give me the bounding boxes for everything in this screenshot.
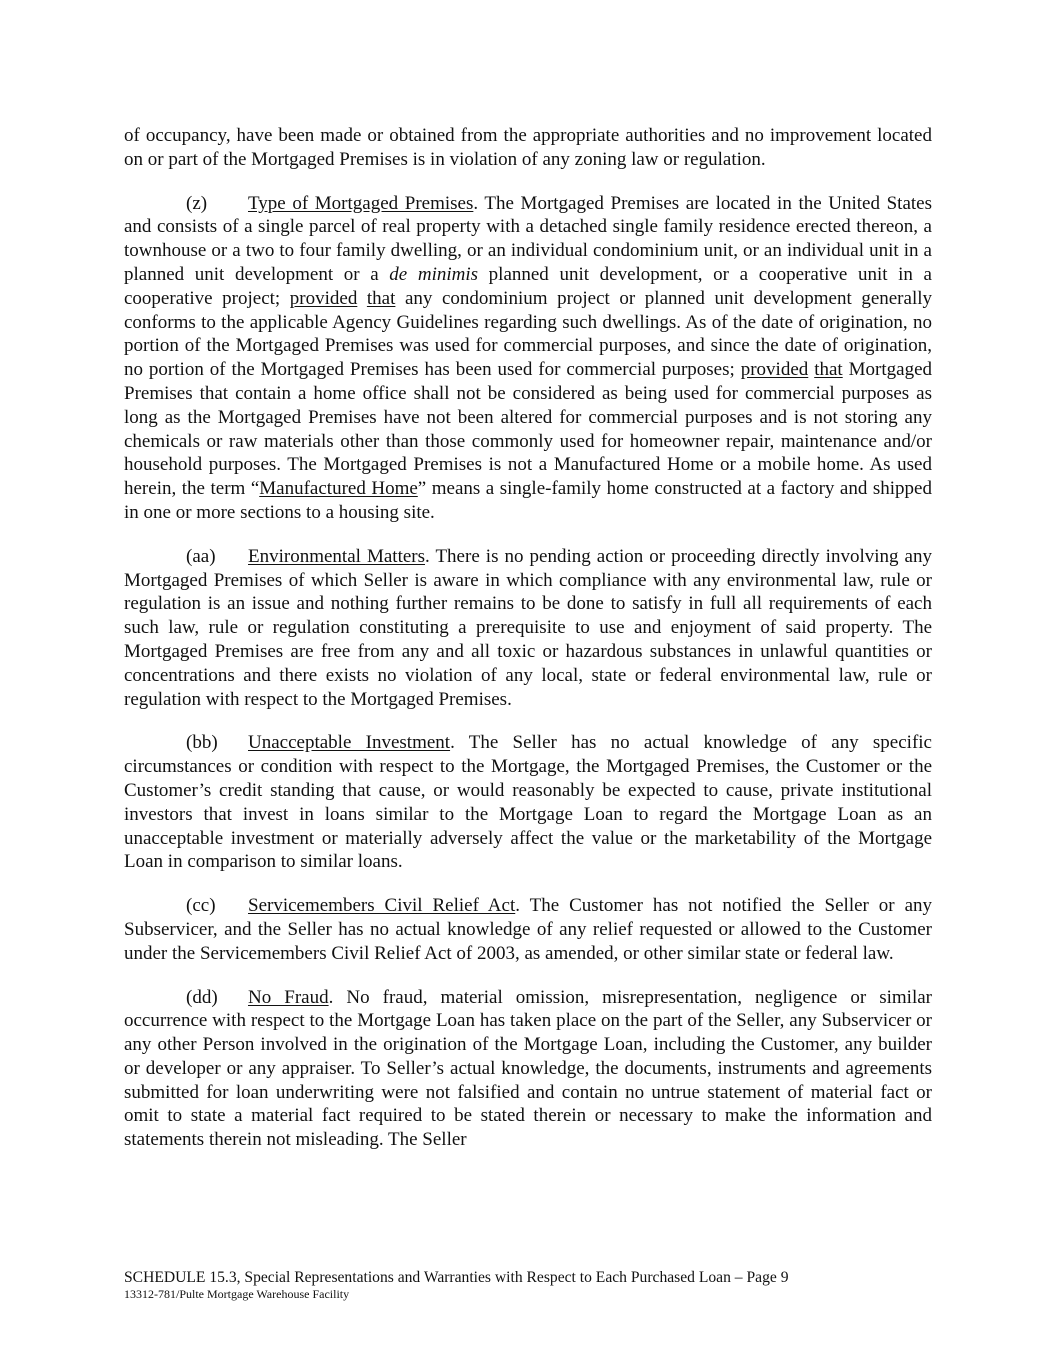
footer-title: SCHEDULE 15.3, Special Representations and Warranties with Respect to Each Purchased Loan – Page 9: [124, 1269, 789, 1286]
proviso-that: that: [366, 287, 396, 309]
intro-paragraph: [124, 124, 932, 172]
section-text: Mortgaged Premises that contain a home office shall not be considered as being used for commercial purposes as long as the Mortgaged Premises have not been altered for commercial purposes and is not storing any chemicals or raw materials other than those commonly used for homeowner repair, maintenance and/or household purposes. The Mortgaged Premises is not a Manufactured Home or a mobile home. As used herein, the term “: [124, 359, 932, 500]
section-number: (z): [186, 192, 208, 214]
section-text: ” means a single-family home constructed at a factory and shipped in one or more sections to a housing site.: [124, 478, 932, 523]
section-text: planned unit development, or a cooperative unit in a cooperative project;: [124, 263, 932, 309]
proviso-that: that: [814, 359, 843, 381]
footer-docref: 13312-781/Pulte Mortgage Warehouse Facility: [124, 1287, 350, 1301]
section-heading: Servicemembers Civil Relief Act: [248, 895, 516, 917]
section-dd: [124, 986, 932, 1153]
section-cc: [124, 894, 932, 965]
section-number: (dd): [186, 986, 218, 1008]
section-text: . The Customer has not notified the Seller or any Subservicer, and the Seller has no actual knowledge of any relief requested or allowed to the Customer under the Servicemembers Civil Relief Act of 2003, as amended, or other similar state or federal law.: [124, 895, 932, 964]
section-number: (aa): [186, 545, 216, 567]
defined-term: Manufactured Home: [259, 478, 418, 500]
section-bb: [124, 731, 932, 874]
section-aa: [124, 545, 932, 712]
section-text: . No fraud, material omission, misrepresentation, negligence or similar occurrence with respect to the Mortgage Loan has taken place on the part of the Seller, any Subservicer or any other Person involved in the origination of the Mortgage Loan, including the Customer, any builder or developer or any appraiser. To Seller’s actual knowledge, the documents, instruments and agreements submitted for loan underwriting were not falsified and contain no untrue statement of material fact or omit to state a material fact required to be stated therein or necessary to make the information and statements therein not misleading. The Seller: [124, 986, 932, 1151]
section-heading: Environmental Matters: [248, 545, 425, 567]
proviso-provided: provided: [289, 287, 358, 309]
italic-term: de minimis: [389, 263, 479, 285]
section-number: (bb): [186, 732, 218, 754]
document-page: [124, 124, 932, 1152]
proviso-provided: provided: [740, 359, 809, 381]
section-heading: Type of Mortgaged Premises: [248, 192, 474, 214]
section-text: . There is no pending action or proceeding directly involving any Mortgaged Premises of which Seller is aware in which compliance with any environmental law, rule or regulation is an issue and nothing further remains to be done to satisfy in full all requirements of each such law, rule or regulation constituting a prerequisite to use and enjoyment of said property. The Mortgaged Premises are free from any and all toxic or hazardous substances in unlawful quantities or concentrations and there exists no violation of any local, state or federal environmental law, rule or regulation with respect to the Mortgaged Premises.: [124, 545, 932, 710]
section-number: (cc): [186, 895, 216, 917]
page-footer: [124, 1268, 944, 1302]
section-heading: No Fraud: [248, 986, 329, 1008]
section-heading: Unacceptable Investment: [248, 732, 451, 754]
section-text: . The Mortgaged Premises are located in the United States and consists of a single parcel of real property with a detached single family residence erected thereon, a townhouse or a two to four family dwelling, or an individual condominium unit, or an individual unit in a planned unit development or a: [124, 192, 932, 285]
intro-text: of occupancy, have been made or obtained from the appropriate authorities and no improvement located on or part of the Mortgaged Premises is in violation of any zoning law or regulation.: [124, 125, 932, 170]
section-text: . The Seller has no actual knowledge of any specific circumstances or condition with respect to the Mortgage, the Mortgaged Premises, the Customer or the Customer’s credit standing that cause, or would reasonably be expected to cause, private institutional investors that invest in loans similar to the Mortgage Loan to regard the Mortgage Loan as an unacceptable investment or materially adversely affect the value or the marketability of the Mortgage Loan in comparison to similar loans.: [124, 732, 932, 873]
section-z: [124, 192, 932, 525]
section-text: any condominium project or planned unit development generally conforms to the applicable Agency Guidelines regarding such dwellings. As of the date of origination, no portion of the Mortgaged Premises was used for commercial purposes, and since the date of origination, no portion of the Mortgaged Premises has been used for commercial purposes;: [124, 287, 932, 381]
